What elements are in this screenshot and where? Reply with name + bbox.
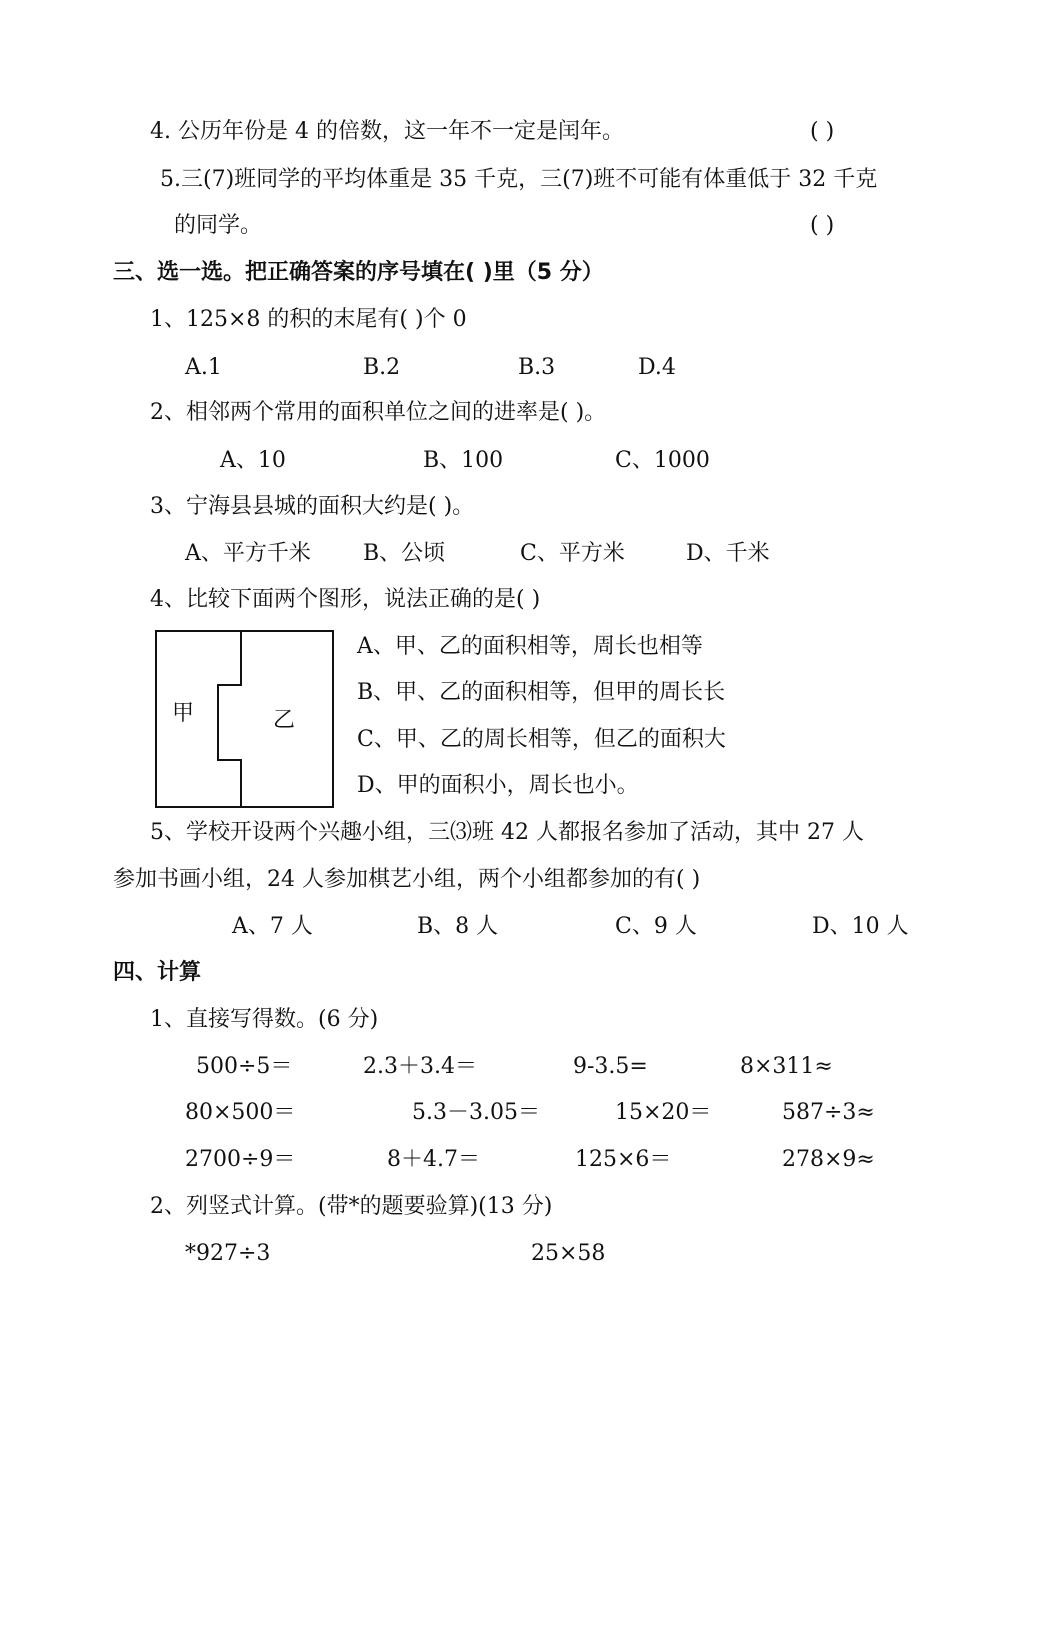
calc-item: 278×9≈ xyxy=(782,1147,875,1172)
calc-item: 8＋4.7＝ xyxy=(387,1147,480,1172)
s3-q1-option-b[interactable]: B.2 xyxy=(363,355,401,380)
s3-q1-text: 1、125×8 的积的末尾有( )个 0 xyxy=(150,307,467,332)
judge-q4-answer-blank[interactable]: ( ) xyxy=(810,119,835,144)
judge-q5-line1: 5.三(7)班同学的平均体重是 35 千克，三(7)班不可能有体重低于 32 千克 xyxy=(160,167,878,192)
calc-item: 15×20＝ xyxy=(615,1100,712,1125)
s3-q4-text: 4、比较下面两个图形，说法正确的是( ) xyxy=(150,587,541,612)
s4-q1-text: 1、直接写得数。(6 分) xyxy=(150,1007,379,1032)
calc-item: 2700÷9＝ xyxy=(185,1147,296,1172)
calc-item: 8×311≈ xyxy=(740,1054,833,1079)
vertical-calc-item: 25×58 xyxy=(531,1241,606,1266)
s3-q3-text: 3、宁海县县城的面积大约是( )。 xyxy=(150,494,475,519)
s3-q3-option-a[interactable]: A、平方千米 xyxy=(185,541,311,566)
calc-item: 9-3.5= xyxy=(573,1054,648,1079)
s3-q4-option-a[interactable]: A、甲、乙的面积相等，周长也相等 xyxy=(357,634,703,659)
section4-title: 四、计算 xyxy=(113,960,202,985)
s3-q5-option-a[interactable]: A、7 人 xyxy=(232,914,313,939)
s3-q2-option-c[interactable]: C、1000 xyxy=(615,448,710,473)
s3-q5-line2: 参加书画小组，24 人参加棋艺小组，两个小组都参加的有( ) xyxy=(113,867,701,892)
vertical-calc-item: *927÷3 xyxy=(185,1241,271,1266)
s3-q4-option-c[interactable]: C、甲、乙的周长相等，但乙的面积大 xyxy=(357,727,726,752)
calc-item: 80×500＝ xyxy=(185,1100,296,1125)
s3-q1-option-d[interactable]: D.4 xyxy=(638,355,676,380)
calc-item: 125×6＝ xyxy=(575,1147,672,1172)
s3-q5-option-b[interactable]: B、8 人 xyxy=(417,914,499,939)
calc-item: 2.3＋3.4＝ xyxy=(363,1054,477,1079)
s3-q2-option-b[interactable]: B、100 xyxy=(423,448,504,473)
s3-q3-option-d[interactable]: D、千米 xyxy=(686,541,770,566)
s3-q2-option-a[interactable]: A、10 xyxy=(220,448,286,473)
calc-item: 500÷5＝ xyxy=(196,1054,293,1079)
s3-q5-option-d[interactable]: D、10 人 xyxy=(812,914,909,939)
section3-title: 三、选一选。把正确答案的序号填在( )里（5 分） xyxy=(113,260,604,285)
judge-q5-answer-blank[interactable]: ( ) xyxy=(810,213,835,238)
s3-q1-option-a[interactable]: A.1 xyxy=(185,355,222,380)
s3-q2-text: 2、相邻两个常用的面积单位之间的进率是( )。 xyxy=(150,400,607,425)
s3-q3-option-b[interactable]: B、公顷 xyxy=(363,541,446,566)
s3-q1-option-c[interactable]: B.3 xyxy=(518,355,556,380)
s3-q5-option-c[interactable]: C、9 人 xyxy=(615,914,697,939)
calc-item: 5.3－3.05＝ xyxy=(412,1100,540,1125)
judge-q5-line2: 的同学。 xyxy=(174,213,263,238)
s3-q4-figure xyxy=(150,625,340,813)
figure-label-yi: 乙 xyxy=(273,708,296,733)
s3-q4-option-d[interactable]: D、甲的面积小，周长也小。 xyxy=(357,773,639,798)
s3-q3-option-c[interactable]: C、平方米 xyxy=(520,541,625,566)
figure-label-jia: 甲 xyxy=(172,701,195,726)
s3-q5-line1: 5、学校开设两个兴趣小组，三⑶班 42 人都报名参加了活动，其中 27 人 xyxy=(150,820,864,845)
s3-q4-option-b[interactable]: B、甲、乙的面积相等，但甲的周长长 xyxy=(357,680,726,705)
judge-q4-text: 4. 公历年份是 4 的倍数，这一年不一定是闰年。 xyxy=(150,119,624,144)
figure-divider-line xyxy=(218,631,241,807)
s4-q2-text: 2、列竖式计算。(带*的题要验算)(13 分) xyxy=(150,1194,553,1219)
calc-item: 587÷3≈ xyxy=(782,1100,875,1125)
